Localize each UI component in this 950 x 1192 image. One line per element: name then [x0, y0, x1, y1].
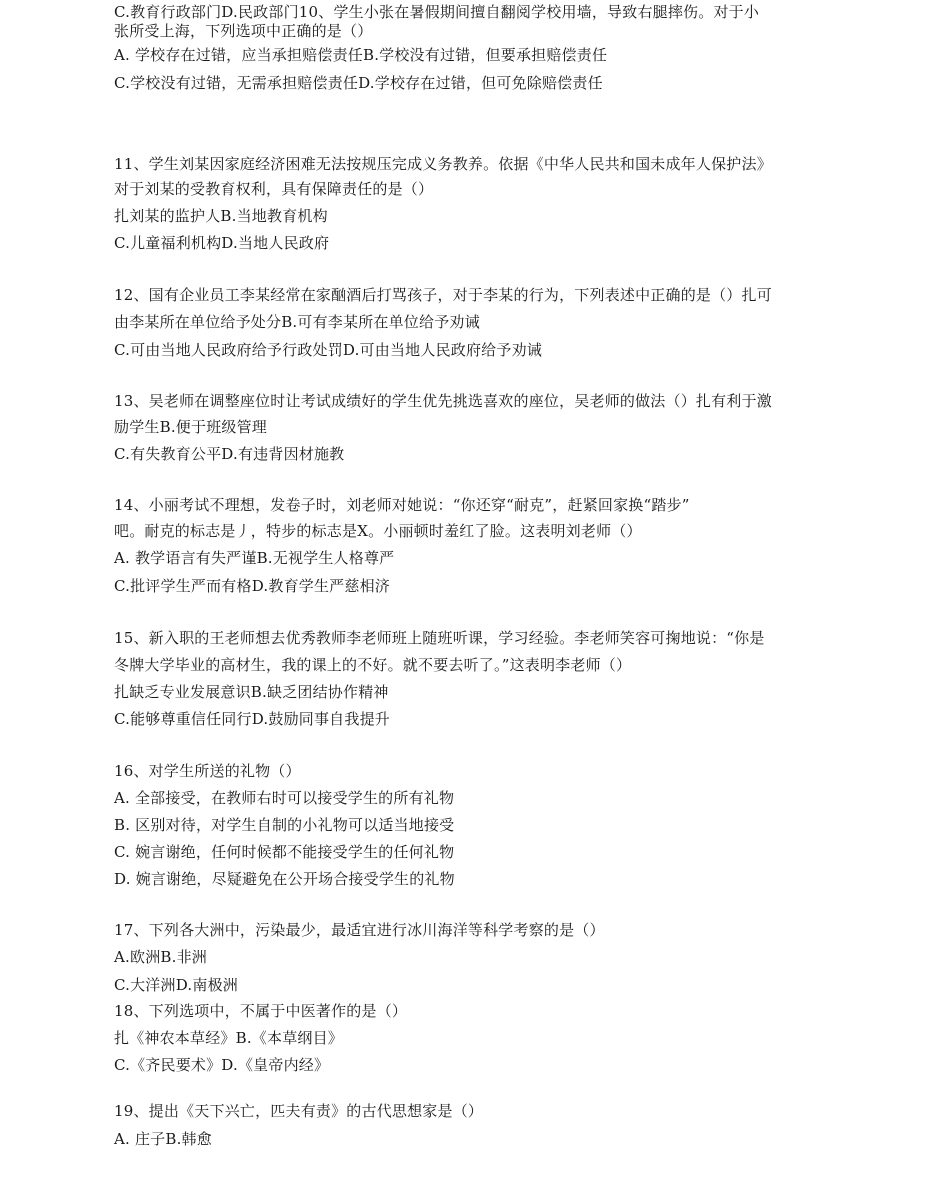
- text-line: C.可由当地人民政府给予行政处罚D.可由当地人民政府给予劝诫: [114, 341, 542, 359]
- text-line: C.批评学生严而有格D.教育学生严慈相济: [114, 577, 390, 595]
- text-line: 14、小丽考试不理想，发卷子时，刘老师对她说：“你还穿“耐克”，赶紧回家换“踏步”: [114, 496, 690, 514]
- text-line: 扎缺乏专业发展意识B.缺乏团结协作精神: [114, 683, 389, 701]
- text-line: 扎刘某的监护人B.当地教育机构: [114, 207, 328, 225]
- text-line: 由李某所在单位给予处分B.可有李某所在单位给予劝诫: [114, 313, 480, 331]
- text-line: C. 婉言谢绝，任何时候都不能接受学生的任何礼物: [114, 843, 455, 861]
- text-line: 12、国有企业员工李某经常在家酗酒后打骂孩子，对于李某的行为，下列表述中正确的是（）扎可: [114, 286, 772, 304]
- text-line: 吧。耐克的标志是丿，特步的标志是X。小丽顿时羞红了脸。这表明刘老师（）: [114, 522, 642, 540]
- text-line: C.大洋洲D.南极洲: [114, 976, 238, 994]
- text-line: 15、新入职的王老师想去优秀教师李老师班上随班听课，学习经验。李老师笑容可掬地说：“你是: [114, 629, 765, 647]
- text-line: A. 庄子B.韩愈: [114, 1130, 212, 1148]
- text-line: C.学校没有过错，无需承担赔偿责任D.学校存在过错，但可免除赔偿责任: [114, 74, 603, 92]
- text-line: 19、提出《天下兴亡，匹夫有责》的古代思想家是（）: [114, 1102, 484, 1120]
- text-line: A. 教学语言有失严谨B.无视学生人格尊严: [114, 549, 395, 567]
- text-line: C.《齐民要术》D.《皇帝内经》: [114, 1056, 330, 1074]
- text-line: 扎《神农本草经》B.《本草纲目》: [114, 1029, 343, 1047]
- text-line: D. 婉言谢绝，尽疑避免在公开场合接受学生的礼物: [114, 870, 455, 888]
- text-line: A. 全部接受，在教师右时可以接受学生的所有礼物: [114, 789, 455, 807]
- text-line: A. 学校存在过错，应当承担赔偿责任B.学校没有过错，但要承担赔偿责任: [114, 46, 608, 64]
- text-line: C.教育行政部门D.民政部门10、学生小张在暑假期间擅自翻阅学校用墙，导致右腿摔伤。对于小: [114, 3, 760, 21]
- text-line: 16、对学生所送的礼物（）: [114, 762, 301, 780]
- text-line: C.儿童福利机构D.当地人民政府: [114, 234, 330, 252]
- text-line: 11、学生刘某因家庭经济困难无法按规压完成义务教养。依据《中华人民共和国未成年人保护法》: [114, 155, 772, 173]
- text-line: C.能够尊重信任同行D.鼓励同事自我提升: [114, 710, 390, 728]
- text-line: 张所受上海，下列选项中正确的是（）: [114, 22, 373, 40]
- text-line: A.欧洲B.非洲: [114, 948, 207, 966]
- text-line: C.有失教育公平D.有违背因材施教: [114, 445, 345, 463]
- text-line: 励学生B.便于班级管理: [114, 418, 267, 436]
- text-line: 冬牌大学毕业的高材生，我的课上的不好。就不要去听了。”这表明李老师（）: [114, 656, 632, 674]
- text-line: 对于刘某的受教育权利，具有保障责任的是（）: [114, 180, 434, 198]
- text-line: 18、下列选项中，不属于中医著作的是（）: [114, 1002, 408, 1020]
- text-line: 17、下列各大洲中，污染最少，最适宜进行冰川海洋等科学考察的是（）: [114, 921, 605, 939]
- text-line: B. 区别对待，对学生自制的小礼物可以适当地接受: [114, 816, 455, 834]
- text-line: 13、吴老师在调整座位时让考试成绩好的学生优先挑选喜欢的座位，吴老师的做法（）扎有利于激: [114, 392, 772, 410]
